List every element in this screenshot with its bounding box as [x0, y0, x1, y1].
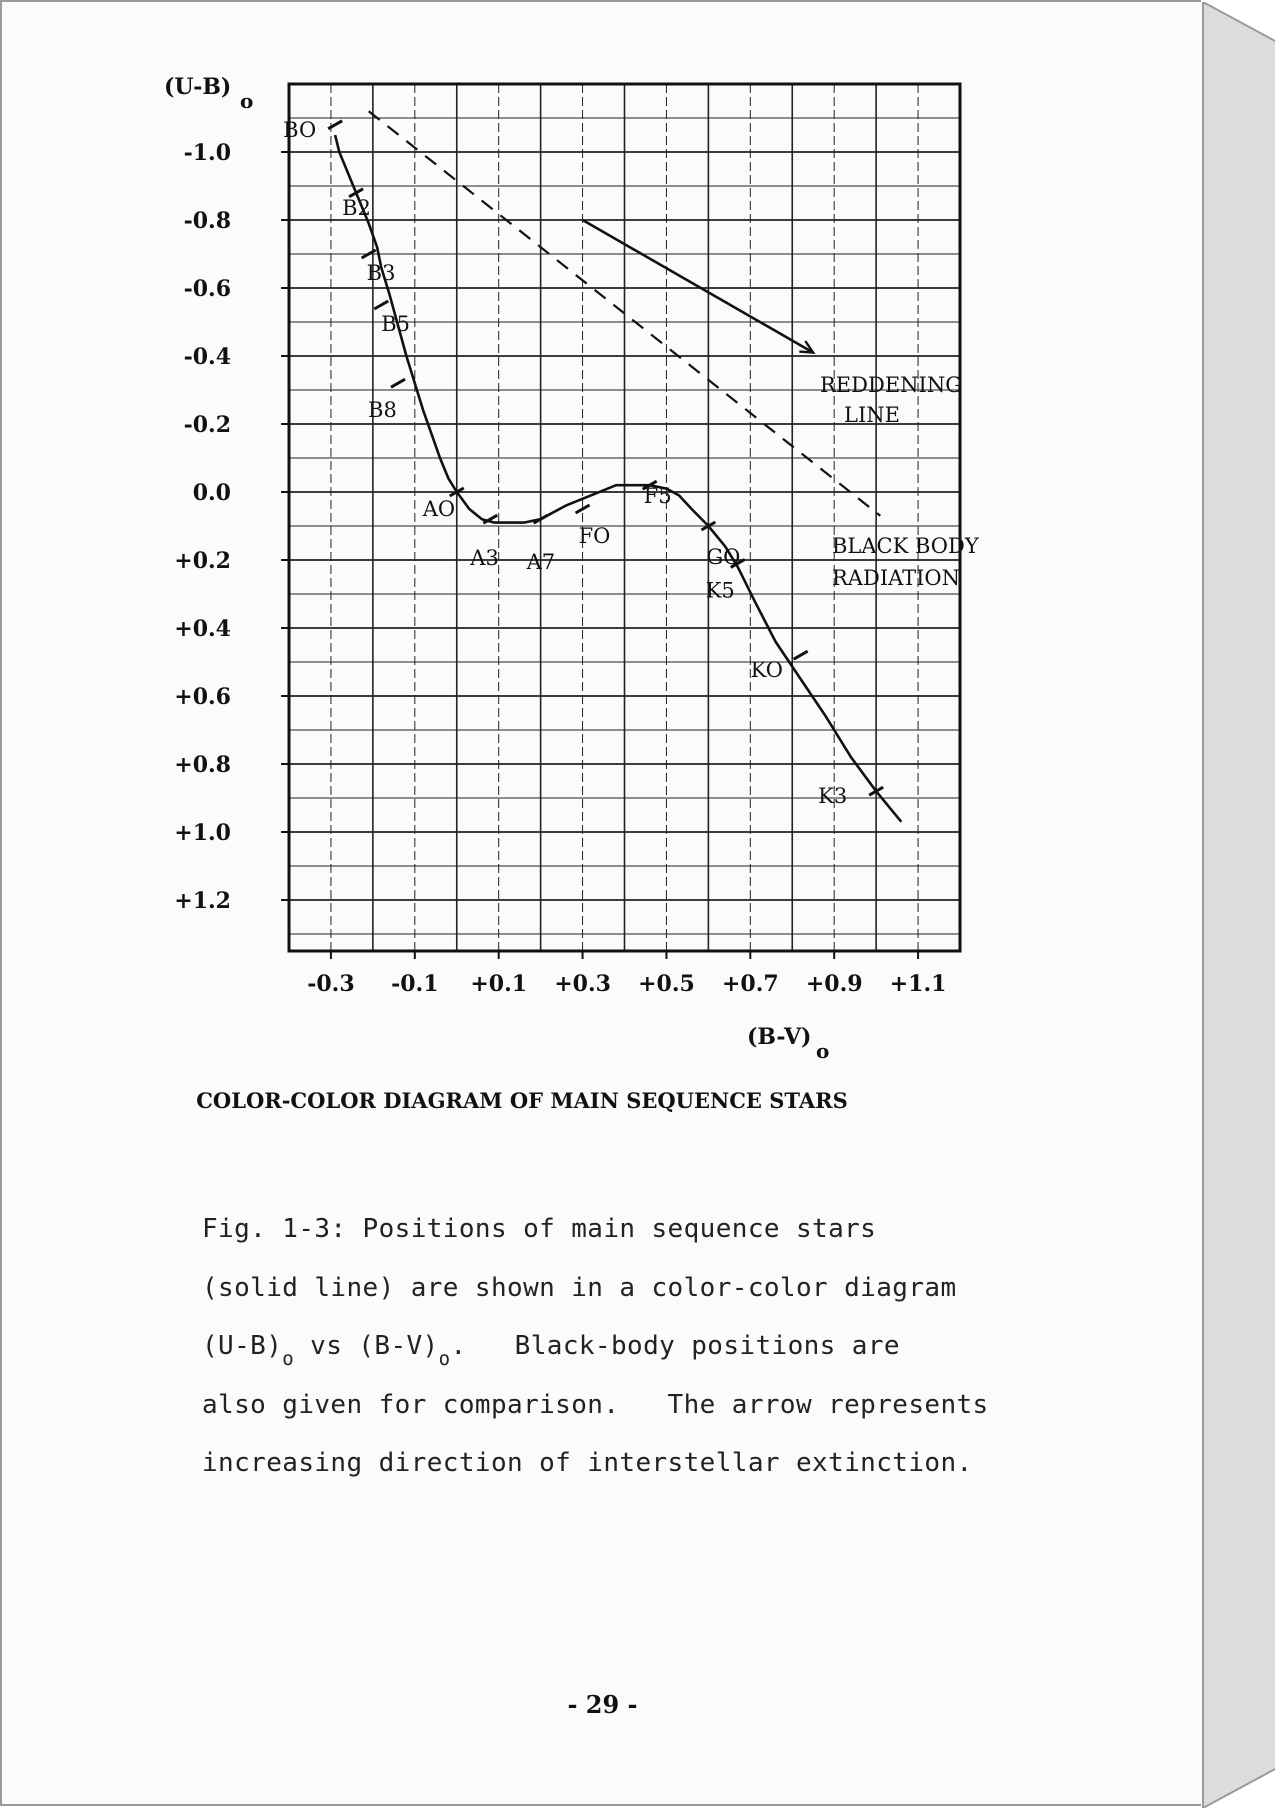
caption-line: Fig. 1-3: Positions of main sequence stars: [202, 1214, 877, 1244]
y-tick-label: +0.8: [174, 752, 231, 778]
y-axis-label-subscript: o: [240, 89, 254, 113]
spectral-label: B2: [342, 195, 371, 220]
y-tick-label: -1.0: [183, 140, 231, 166]
main-sequence-line: [335, 135, 901, 822]
caption-text: (U-B): [202, 1331, 283, 1361]
spectral-label: B3: [366, 261, 396, 285]
spectral-label: GO: [706, 545, 741, 569]
spectral-label: K5: [705, 578, 735, 603]
y-tick-label: 0.0: [192, 480, 231, 506]
spectral-label: B5: [381, 312, 411, 336]
x-tick-label: +0.5: [638, 971, 695, 997]
spectral-label: AO: [422, 497, 456, 521]
chart-grid: [289, 84, 960, 951]
figure-caption: [202, 1200, 1102, 1493]
spectral-tick: [328, 121, 342, 129]
x-tick-label: -0.3: [307, 971, 355, 997]
spectral-tick: [794, 651, 808, 659]
caption-line: increasing direction of interstellar extinction.: [202, 1448, 973, 1478]
y-tick-label: -0.6: [183, 276, 231, 302]
spectral-tick: [391, 379, 405, 387]
spectral-label: B8: [368, 398, 397, 423]
spectral-label: A3: [470, 546, 499, 571]
spectral-label: K3: [818, 784, 848, 809]
spectral-tick: [374, 301, 388, 309]
x-tick-label: +1.1: [889, 971, 947, 997]
spectral-label: BO: [283, 117, 317, 142]
caption-text: . Black-body positions are: [450, 1331, 900, 1361]
caption-line: also given for comparison. The arrow represents: [202, 1389, 989, 1420]
annotation-black-body: BLACK BODY: [832, 534, 979, 558]
y-tick-label: +1.2: [174, 888, 231, 914]
y-tick-label: +0.2: [174, 548, 231, 574]
spectral-label: FO: [578, 524, 611, 548]
y-tick-label: +1.0: [174, 820, 231, 846]
annotation-reddening: REDDENING: [820, 373, 962, 397]
reddening-line: [583, 220, 814, 353]
y-tick-label: -0.8: [183, 208, 231, 234]
annotation-radiation: RADIATION: [832, 566, 961, 590]
chart-axes: [281, 84, 960, 959]
caption-text: vs (B-V): [294, 1331, 439, 1361]
spectral-label: A7: [526, 550, 556, 575]
caption-line: (solid line) are shown in a color-color diagram: [202, 1272, 957, 1303]
y-tick-label: +0.6: [174, 684, 231, 710]
caption-line: [202, 1317, 1102, 1376]
y-tick-label: +0.4: [174, 616, 231, 642]
annotation-line: LINE: [844, 403, 900, 427]
x-axis-label-subscript: o: [816, 1039, 830, 1063]
x-axis-label: (B-V): [747, 1024, 812, 1050]
caption-subscript: o: [438, 1348, 451, 1370]
chart-title: COLOR-COLOR DIAGRAM OF MAIN SEQUENCE STARS: [196, 1088, 848, 1112]
x-tick-label: -0.1: [391, 971, 439, 997]
y-tick-label: -0.4: [183, 344, 231, 370]
x-tick-label: +0.7: [721, 971, 779, 997]
y-axis-label: (U-B): [164, 74, 232, 100]
chart-series: [335, 111, 901, 822]
x-tick-label: +0.9: [805, 971, 863, 997]
y-tick-label: -0.2: [183, 412, 231, 438]
color-color-chart: [152, 72, 992, 1112]
spectral-label: F5: [643, 484, 672, 509]
x-tick-label: +0.1: [470, 971, 528, 997]
chart-labels: [164, 74, 980, 1112]
spectral-label: KO: [750, 658, 783, 683]
x-tick-label: +0.3: [554, 971, 611, 997]
caption-subscript: o: [282, 1348, 295, 1370]
page-number: - 29 -: [567, 1690, 638, 1719]
